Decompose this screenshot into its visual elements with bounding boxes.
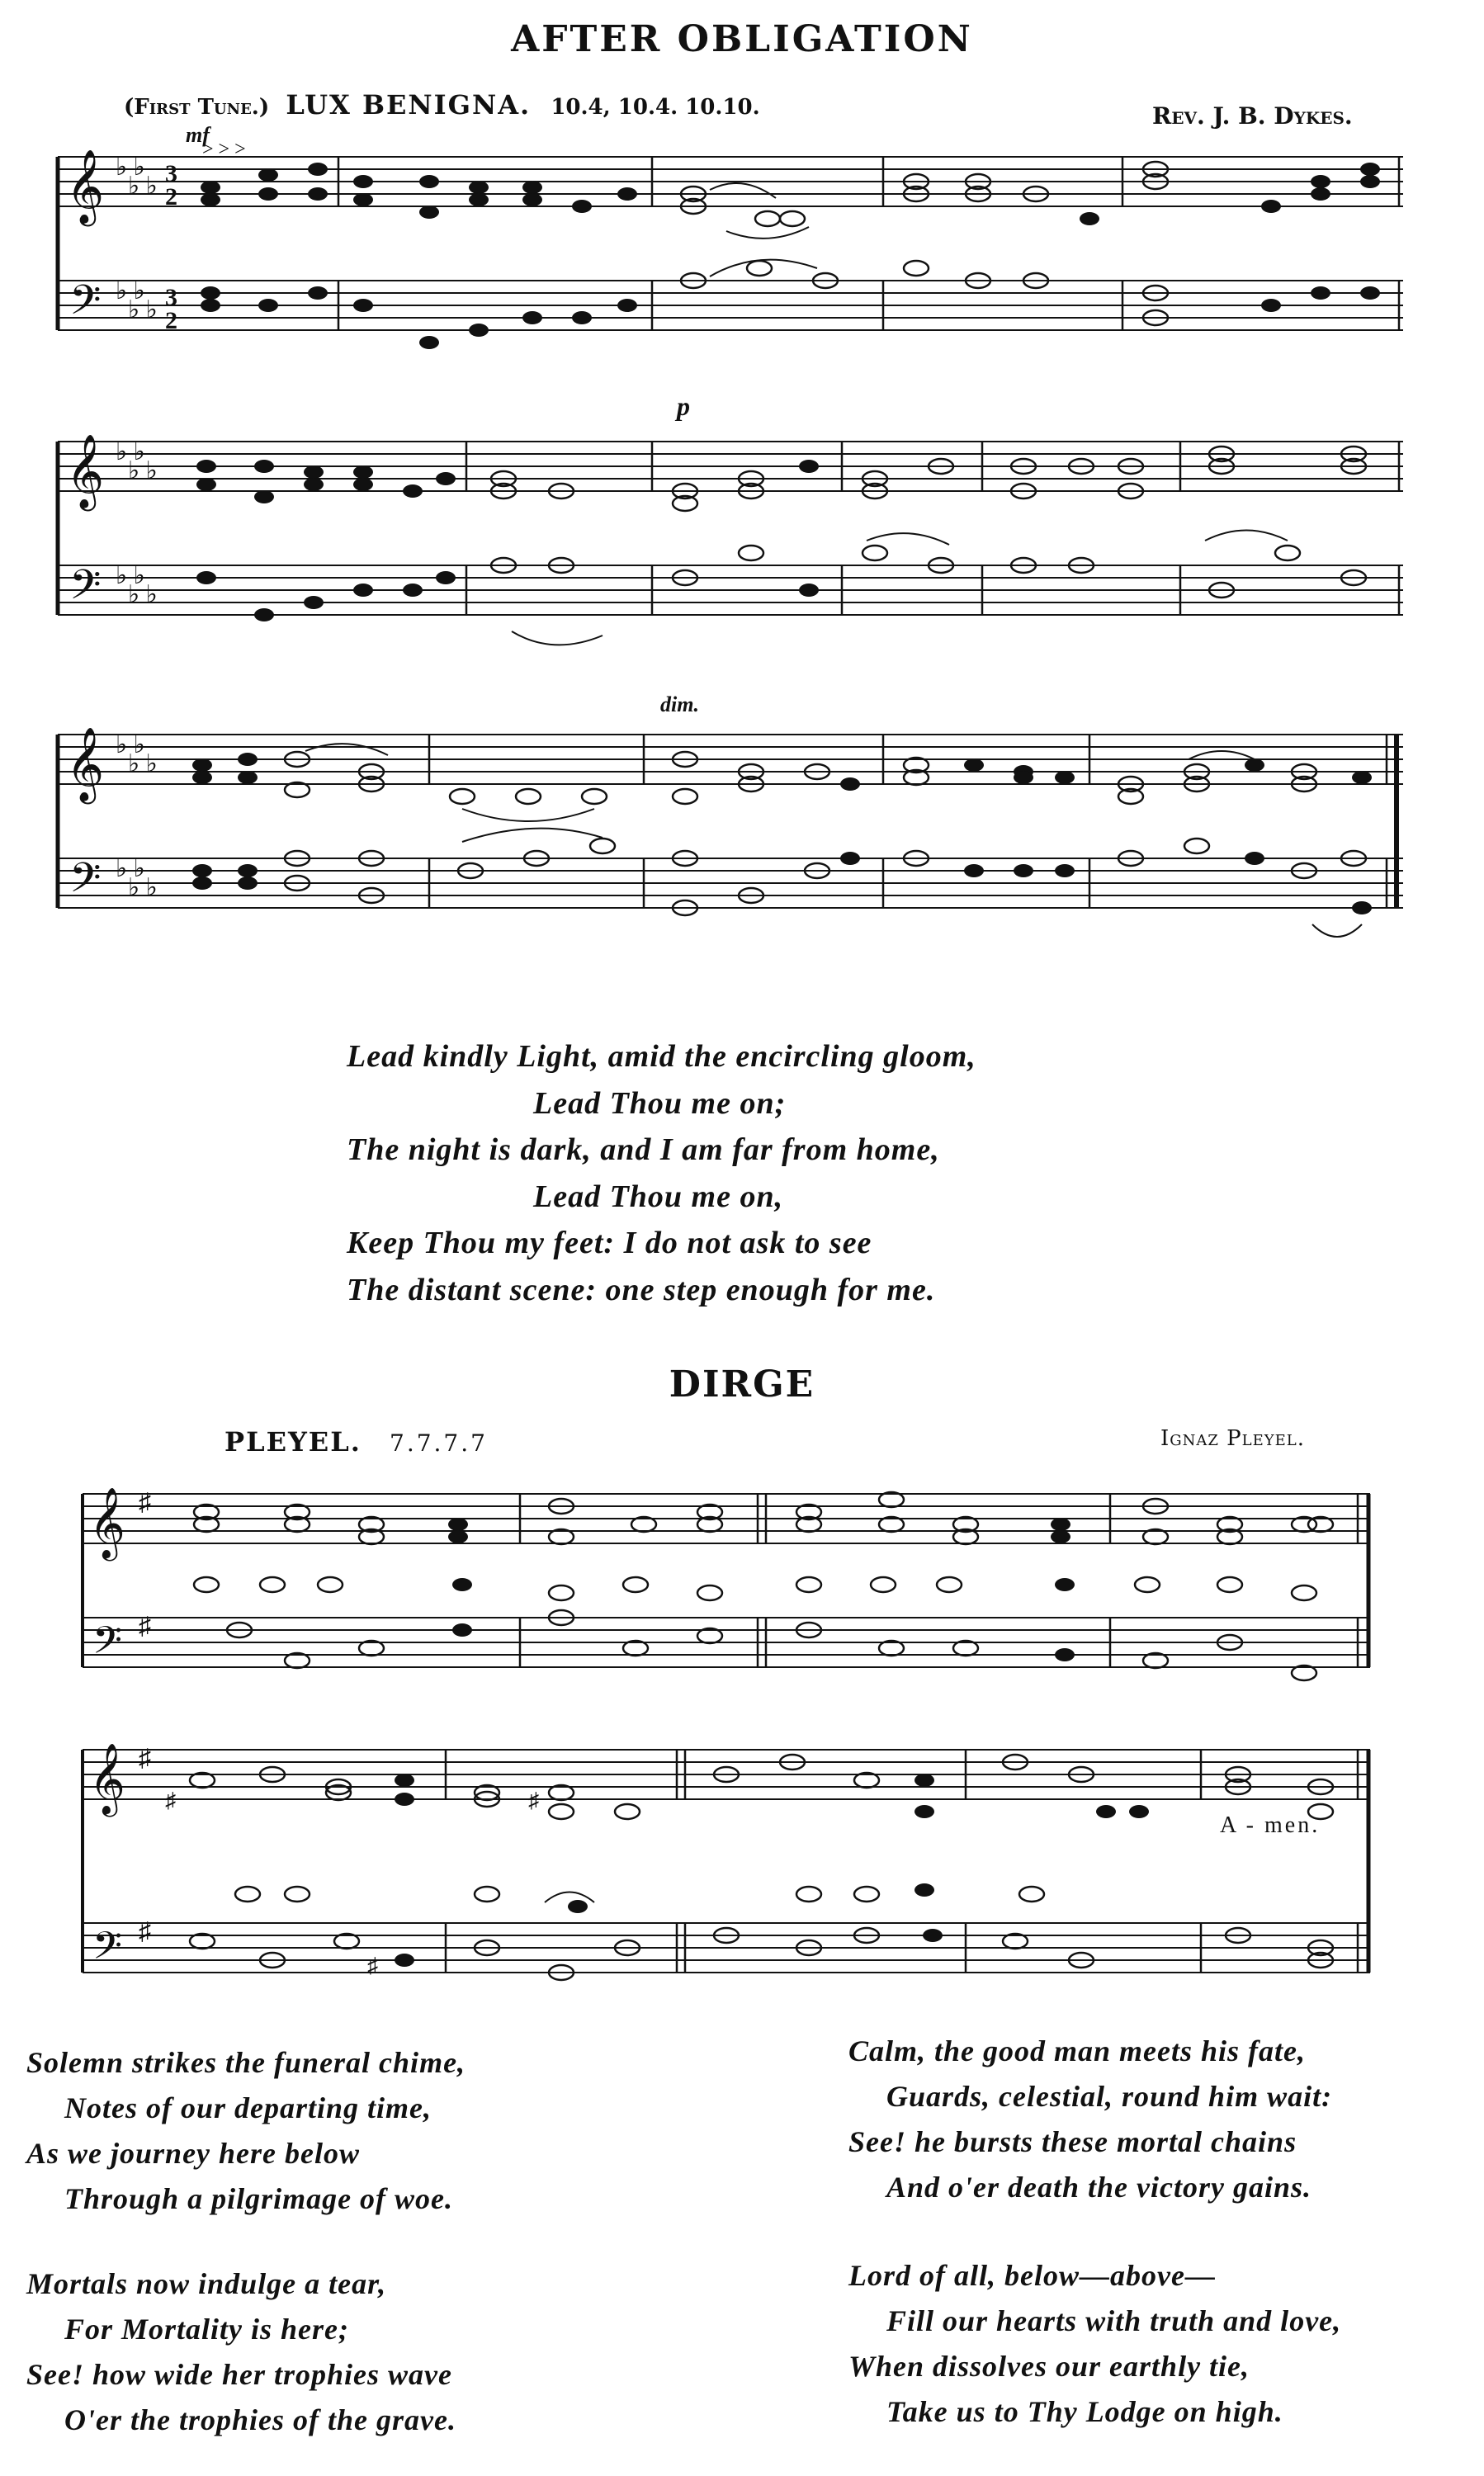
hymn1-lyrics [347,1033,976,1313]
svg-text:♯: ♯ [165,1788,176,1812]
svg-text:♭ ♭: ♭ ♭ [116,154,145,181]
svg-text:𝄢: 𝄢 [92,1926,123,1977]
svg-text:𝄢: 𝄢 [92,1620,123,1671]
verse-line: For Mortality is here; [64,2313,350,2346]
verse-line: Through a pilgrimage of woe. [64,2182,454,2215]
svg-text:♭ ♭: ♭ ♭ [128,581,158,608]
lyric-line: Lead kindly Light, amid the encircling gloom, [347,1039,976,1074]
svg-text:𝄞: 𝄞 [89,1490,125,1557]
tune-meter: 10.4, 10.4. 10.10. [551,95,760,120]
tune-name-2: PLEYEL. [224,1426,362,1458]
lyric-line: Lead Thou me on; [533,1085,787,1121]
hymn-title-dirge: DIRGE [669,1363,815,1406]
svg-text:𝄞: 𝄞 [89,1746,125,1813]
verse-line: See! he bursts these mortal chains [848,2125,1297,2158]
verse-line: As we journey here below [26,2137,361,2170]
treble-clef: 𝄞 [66,150,105,222]
verse-line: Mortals now indulge a tear, [26,2267,387,2300]
composer-credit: Rev. J. B. Dykes. [1152,102,1353,130]
hymn2-score [0,1461,1484,2030]
svg-text:2: 2 [165,307,177,334]
svg-text:𝄢: 𝄢 [69,856,102,910]
verse-line: Lord of all, below—above— [848,2259,1216,2292]
svg-text:𝄞: 𝄞 [66,435,105,507]
svg-text:♭ ♭: ♭ ♭ [116,855,145,882]
svg-text:♭ ♭: ♭ ♭ [116,277,145,305]
hymn1-score [0,116,1484,1007]
lyric-line: The night is dark, and I am far from home, [347,1132,940,1167]
svg-text:3: 3 [165,160,177,187]
svg-text:♯: ♯ [139,1745,151,1772]
verse-line: When dissolves our earthly tie, [848,2350,1250,2383]
svg-text:♭ ♭: ♭ ♭ [128,296,158,324]
svg-text:𝄢: 𝄢 [69,563,102,617]
system-1 [58,123,1403,349]
composer-credit-2: Ignaz Pleyel. [1160,1426,1305,1451]
svg-text:♭ ♭: ♭ ♭ [128,874,158,901]
dirge-system-2 [83,1745,1370,1980]
verse-line: Guards, celestial, round him wait: [886,2080,1333,2113]
dirge-verses-right [848,2029,1341,2435]
tune-heading-2 [224,1426,488,1458]
svg-text:♭ ♭: ♭ ♭ [116,438,145,465]
tune-tag: (First Tune.) [124,95,270,120]
svg-text:♯: ♯ [139,1613,151,1640]
lyric-line: The distant scene: one step enough for me. [347,1272,936,1307]
dirge-system-1 [83,1489,1370,1680]
verse-line: Calm, the good man meets his fate, [848,2034,1307,2067]
svg-text:2: 2 [165,183,177,210]
verse-line: Take us to Thy Lodge on high. [886,2395,1283,2428]
svg-text:3: 3 [165,284,177,311]
svg-text:♭ ♭: ♭ ♭ [116,562,145,589]
svg-text:♯: ♯ [367,1954,378,1977]
hymn-title-after-obligation: AFTER OBLIGATION [511,18,973,60]
svg-text:𝄞: 𝄞 [66,728,105,800]
amen-text: A - men. [1220,1812,1321,1838]
dynamic-dim: dim. [660,692,699,716]
system-3 [58,692,1403,937]
verse-line: Solemn strikes the funeral chime, [26,2046,466,2079]
svg-text:♭ ♭: ♭ ♭ [128,457,158,484]
bass-clef: 𝄢 [69,278,102,333]
svg-text:♭ ♭: ♭ ♭ [116,731,145,758]
system-2 [58,391,1403,645]
lyric-line: Keep Thou my feet: I do not ask to see [347,1226,872,1260]
svg-text:♯: ♯ [139,1489,151,1516]
dirge-verses-left [26,2040,466,2443]
svg-text:♭ ♭: ♭ ♭ [128,172,158,200]
svg-text:♯: ♯ [139,1918,151,1945]
dynamic-mf: mf [186,123,210,147]
verse-line: O'er the trophies of the grave. [64,2403,456,2436]
verse-line: Notes of our departing time, [64,2091,432,2124]
verse-line: And o'er death the victory gains. [886,2171,1312,2204]
verse-line: See! how wide her trophies wave [26,2358,453,2391]
dynamic-p: p [677,391,690,421]
svg-text:♯: ♯ [528,1788,539,1812]
lyric-line: Lead Thou me on, [533,1179,784,1214]
tune-name: LUX BENIGNA. [286,89,532,120]
svg-text:> > >: > > > [202,139,246,160]
svg-text:♭ ♭: ♭ ♭ [128,750,158,777]
tune-meter-2: 7.7.7.7 [390,1429,488,1457]
verse-line: Fill our hearts with truth and love, [886,2304,1342,2337]
